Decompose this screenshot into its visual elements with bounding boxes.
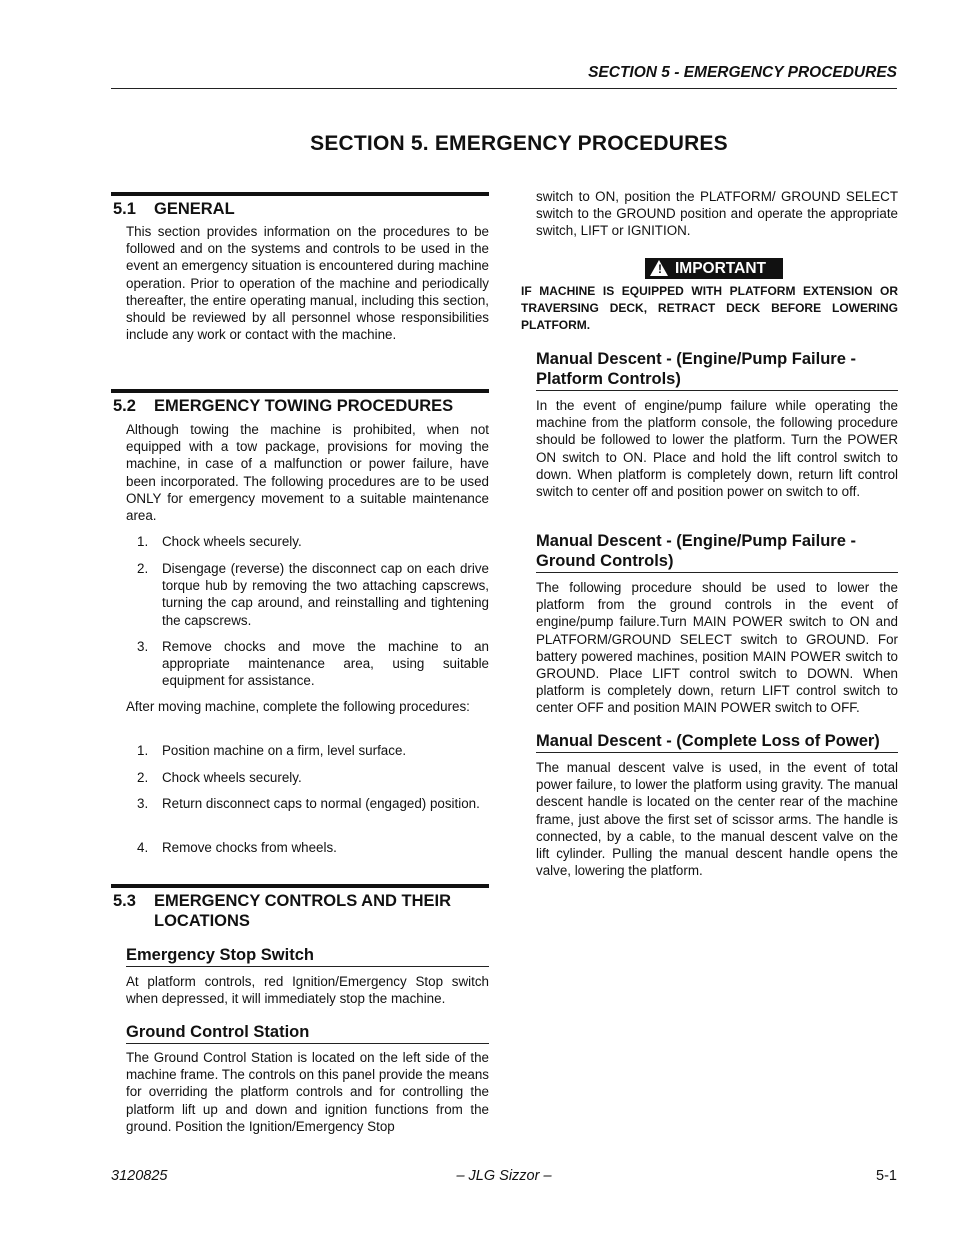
section-number: 5.1: [113, 200, 136, 218]
heading-line: Manual Descent - (Engine/Pump Failure -: [536, 350, 856, 368]
heading-line: Ground Controls): [536, 552, 674, 570]
list-text: Position machine on a firm, level surface.: [162, 743, 407, 758]
heading-line: Manual Descent - (Engine/Pump Failure -: [536, 532, 856, 550]
section-5-1-heading: [111, 192, 489, 219]
section-title: EMERGENCY CONTROLS AND THEIR LOCATIONS: [154, 892, 452, 930]
ground-control-continued: switch to ON, position the PLATFORM/ GROUND SELECT switch to the GROUND position and operate the appropriate switch, LIFT or IGNITION.: [536, 189, 898, 239]
after-moving-paragraph: After moving machine, complete the following procedures:: [126, 699, 470, 714]
general-paragraph: This section provides information on the procedures to be followed and on the systems and controls to be used in the event an emergency situation is encountered during machine operation. Prior to operation of the machine and periodically thereafter, the entire operating manual, including this section, should be reviewed by all personnel whose responsibilities include any work or contact with the machine.: [126, 224, 489, 343]
footer-center: – JLG Sizzor –: [456, 1168, 552, 1184]
heading-line: Platform Controls): [536, 370, 681, 388]
manual-descent-power-paragraph: The manual descent valve is used, in the event of total power failure, to lower the platform using gravity. The manual descent handle is located on the center rear of the machine frame, just above the first set of scissor arms. The handle is connected, by a cable, to the manual descent valve on the lift cylinder. Pulling the manual descent handle opens the valve, lowering the platform.: [536, 760, 898, 879]
important-label: IMPORTANT: [675, 260, 766, 277]
section-title: GENERAL: [154, 200, 235, 218]
list-number: 4.: [137, 840, 149, 855]
manual-descent-platform-heading: [536, 349, 898, 391]
towing-intro-paragraph: Although towing the machine is prohibited, when not equipped with a tow package, provisions for moving the machine, in case of a malfunction or power failure, have been incorporated. The following procedures are to be used ONLY for emergency movement to a suitable maintenance area.: [126, 422, 489, 524]
list-number: 3.: [137, 796, 149, 811]
ground-control-paragraph: The Ground Control Station is located on the left side of the machine frame. The controls on this panel provide the means for overriding the platform controls and for controlling the platform lift up and down and ignition functions from the ground. Position the Ignition/Emergency Stop: [126, 1050, 489, 1134]
list-item: [137, 533, 489, 550]
emergency-stop-paragraph: At platform controls, red Ignition/Emergency Stop switch when depressed, it will immediately stop the machine.: [126, 974, 489, 1007]
section-5-3-heading: [111, 884, 489, 931]
footer-page-number: 5-1: [876, 1168, 897, 1184]
list-number: 2.: [137, 561, 149, 576]
list-text: Chock wheels securely.: [162, 770, 302, 785]
important-text: IF MACHINE IS EQUIPPED WITH PLATFORM EXTENSION OR TRAVERSING DECK, RETRACT DECK BEFORE LOWERING PLATFORM.: [521, 284, 898, 333]
header-rule: [111, 88, 897, 89]
manual-descent-ground-heading: [536, 531, 898, 573]
list-item: [137, 560, 489, 629]
list-number: 1.: [137, 534, 149, 549]
list-number: 3.: [137, 639, 149, 654]
list-number: 2.: [137, 770, 149, 785]
emergency-stop-heading: Emergency Stop Switch: [126, 945, 489, 967]
manual-descent-platform-paragraph: In the event of engine/pump failure while operating the machine from the platform console, the following procedure should be followed to lower the platform. Turn the POWER ON switch to ON. Place and hold the lift control switch to down. When platform is completely down, return lift control switch to center off and position power on switch to off.: [536, 398, 898, 500]
section-number: 5.3: [113, 892, 136, 910]
ground-control-heading: Ground Control Station: [126, 1022, 489, 1044]
footer-doc-number: 3120825: [111, 1168, 168, 1184]
list-item: [137, 742, 489, 759]
manual-descent-ground-paragraph: The following procedure should be used to lower the platform from the ground controls in the event of engine/pump failure.Turn MAIN POWER switch to ON and PLATFORM/GROUND SELECT switch to GROUND. For battery powered machines, position MAIN POWER switch to GROUND. Place LIFT control switch to DOWN. When platform is completely down, return LIFT control switch to center OFF and position MAIN POWER switch to OFF.: [536, 580, 898, 716]
list-text: Remove chocks from wheels.: [162, 840, 337, 855]
section-number: 5.2: [113, 397, 136, 415]
page-title: SECTION 5. EMERGENCY PROCEDURES: [310, 132, 728, 155]
list-text: Chock wheels securely.: [162, 534, 302, 549]
warning-exclamation-icon: !: [658, 262, 662, 276]
list-item: [137, 769, 489, 786]
list-text: Disengage (reverse) the disconnect cap on each drive torque hub by removing the two attaching capscrews, turning the cap around, and reinstalling and tightening the capscrews.: [162, 561, 489, 628]
list-item: [137, 839, 489, 856]
important-banner: [645, 258, 783, 279]
list-text: Remove chocks and move the machine to an appropriate maintenance area, using suitable equipment for assistance.: [162, 639, 489, 689]
list-item: [137, 795, 489, 812]
manual-descent-power-heading: Manual Descent - (Complete Loss of Power): [536, 731, 898, 753]
list-text: Return disconnect caps to normal (engaged) position.: [162, 796, 480, 811]
section-title: EMERGENCY TOWING PROCEDURES: [154, 397, 454, 415]
section-5-2-heading: [111, 389, 489, 416]
list-item: [137, 638, 489, 690]
running-header: SECTION 5 - EMERGENCY PROCEDURES: [588, 64, 897, 81]
list-number: 1.: [137, 743, 149, 758]
